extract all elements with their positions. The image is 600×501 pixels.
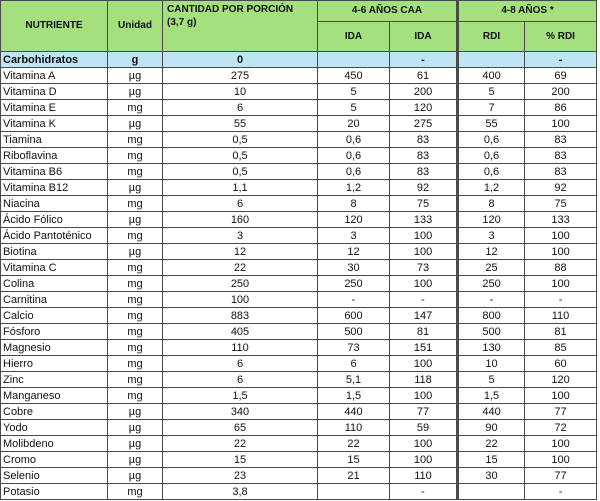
table-row [1,468,597,484]
cell-unit: mg [108,484,163,500]
cell-unit: mg [108,164,163,180]
cell-ida-1: 5 [318,84,390,100]
cell-rdi: 10 [458,356,525,372]
table-row [1,196,597,212]
cell-unit: mg [108,276,163,292]
cell-nutrient: Biotina [1,244,108,260]
cell-portion: 405 [163,324,318,340]
header-group-4-8: 4-8 AÑOS * [458,1,597,22]
cell-unit: µg [108,180,163,196]
cell-portion: 110 [163,340,318,356]
cell-nutrient: Vitamina B12 [1,180,108,196]
cell-pct-rdi: 100 [525,244,597,260]
cell-ida-1: 1,2 [318,180,390,196]
cell-nutrient: Cromo [1,452,108,468]
cell-ida-1: 0,6 [318,148,390,164]
table-row [1,420,597,436]
cell-rdi: 0,6 [458,148,525,164]
cell-ida-2: 100 [390,388,458,404]
cell-nutrient: Ácido Fólico [1,212,108,228]
cell-unit: mg [108,388,163,404]
cell-unit: mg [108,228,163,244]
cell-pct-rdi: 100 [525,228,597,244]
cell-pct-rdi: 77 [525,404,597,420]
cell-portion: 22 [163,436,318,452]
cell-rdi: 130 [458,340,525,356]
cell-ida-2: 118 [390,372,458,388]
cell-nutrient: Calcio [1,308,108,324]
cell-nutrient: Riboflavina [1,148,108,164]
table-body [1,52,597,500]
table-row [1,404,597,420]
cell-rdi: 0,6 [458,164,525,180]
cell-portion: 160 [163,212,318,228]
cell-unit: mg [108,260,163,276]
cell-portion: 6 [163,100,318,116]
cell-pct-rdi: 100 [525,452,597,468]
cell-pct-rdi: 100 [525,436,597,452]
cell-ida-2: 151 [390,340,458,356]
cell-rdi: 90 [458,420,525,436]
header-nutrient: NUTRIENTE [1,1,108,52]
cell-pct-rdi: 75 [525,196,597,212]
cell-ida-2: - [390,52,458,68]
header-sub-rdi: RDI [458,22,525,52]
cell-portion: 100 [163,292,318,308]
table-row [1,212,597,228]
cell-ida-2: 275 [390,116,458,132]
cell-ida-1: 250 [318,276,390,292]
cell-unit: mg [108,132,163,148]
cell-pct-rdi: - [525,292,597,308]
table-row [1,116,597,132]
cell-ida-2: 75 [390,196,458,212]
cell-rdi: 3 [458,228,525,244]
cell-portion: 23 [163,468,318,484]
cell-ida-1: 500 [318,324,390,340]
cell-unit: mg [108,372,163,388]
cell-ida-2: 81 [390,324,458,340]
cell-pct-rdi: 200 [525,84,597,100]
header-sub-ida-2: IDA [390,22,458,52]
cell-rdi: 15 [458,452,525,468]
header-portion: CANTIDAD POR PORCIÓN (3,7 g) [163,1,318,52]
cell-rdi: 1,2 [458,180,525,196]
cell-nutrient: Carbohidratos [1,52,108,68]
cell-portion: 22 [163,260,318,276]
cell-ida-2: 83 [390,132,458,148]
cell-ida-1: 22 [318,436,390,452]
cell-unit: mg [108,324,163,340]
cell-nutrient: Vitamina A [1,68,108,84]
cell-pct-rdi: 100 [525,116,597,132]
cell-ida-2: 83 [390,148,458,164]
table-row [1,324,597,340]
cell-unit: µg [108,244,163,260]
cell-unit: µg [108,420,163,436]
cell-ida-2: 200 [390,84,458,100]
cell-nutrient: Vitamina E [1,100,108,116]
table-row [1,308,597,324]
cell-pct-rdi: 100 [525,388,597,404]
cell-portion: 6 [163,372,318,388]
header-sub-pct-rdi: % RDI [525,22,597,52]
cell-ida-2: 120 [390,100,458,116]
cell-ida-1 [318,52,390,68]
table-header [1,1,597,52]
cell-portion: 65 [163,420,318,436]
cell-portion: 883 [163,308,318,324]
cell-unit: mg [108,100,163,116]
cell-unit: µg [108,468,163,484]
cell-ida-1: 1,5 [318,388,390,404]
cell-pct-rdi: - [525,484,597,500]
header-unit: Unidad [108,1,163,52]
cell-rdi: 12 [458,244,525,260]
table-row [1,132,597,148]
table-row [1,484,597,500]
cell-ida-2: 100 [390,244,458,260]
table-row [1,68,597,84]
cell-nutrient: Fósforo [1,324,108,340]
cell-pct-rdi: 83 [525,148,597,164]
table-row [1,356,597,372]
cell-nutrient: Ácido Pantoténico [1,228,108,244]
cell-unit: mg [108,292,163,308]
cell-ida-1: 6 [318,356,390,372]
cell-ida-2: 100 [390,276,458,292]
table-row [1,372,597,388]
cell-ida-2: 92 [390,180,458,196]
cell-ida-2: 73 [390,260,458,276]
cell-nutrient: Niacina [1,196,108,212]
cell-portion: 3 [163,228,318,244]
cell-nutrient: Vitamina D [1,84,108,100]
cell-ida-2: 61 [390,68,458,84]
cell-ida-1: 0,6 [318,164,390,180]
cell-ida-1: 5,1 [318,372,390,388]
cell-ida-1: 3 [318,228,390,244]
cell-rdi: 120 [458,212,525,228]
cell-nutrient: Molibdeno [1,436,108,452]
cell-rdi [458,52,525,68]
cell-ida-2: - [390,484,458,500]
cell-portion: 340 [163,404,318,420]
cell-ida-2: 133 [390,212,458,228]
table-row-carbohidratos [1,52,597,68]
table-row [1,340,597,356]
cell-pct-rdi: 83 [525,132,597,148]
cell-ida-1: 12 [318,244,390,260]
cell-nutrient: Yodo [1,420,108,436]
cell-portion: 6 [163,356,318,372]
cell-ida-1: 600 [318,308,390,324]
table-row [1,244,597,260]
cell-ida-1: 5 [318,100,390,116]
cell-unit: mg [108,356,163,372]
cell-portion: 55 [163,116,318,132]
cell-pct-rdi: 100 [525,276,597,292]
cell-ida-1: 20 [318,116,390,132]
cell-unit: mg [108,340,163,356]
cell-unit: µg [108,452,163,468]
header-sub-ida-1: IDA [318,22,390,52]
cell-ida-1: 120 [318,212,390,228]
cell-ida-1: 440 [318,404,390,420]
table-row [1,388,597,404]
cell-portion: 3,8 [163,484,318,500]
cell-unit: mg [108,308,163,324]
cell-nutrient: Magnesio [1,340,108,356]
cell-nutrient: Carnitina [1,292,108,308]
cell-rdi: 5 [458,84,525,100]
cell-ida-2: 83 [390,164,458,180]
cell-pct-rdi: 77 [525,468,597,484]
cell-ida-2: 59 [390,420,458,436]
table-row [1,100,597,116]
table-row [1,180,597,196]
cell-ida-1: 110 [318,420,390,436]
cell-pct-rdi: - [525,52,597,68]
cell-ida-1: 8 [318,196,390,212]
cell-portion: 0,5 [163,132,318,148]
cell-nutrient: Selenio [1,468,108,484]
cell-pct-rdi: 85 [525,340,597,356]
cell-nutrient: Vitamina K [1,116,108,132]
cell-nutrient: Cobre [1,404,108,420]
cell-ida-2: 100 [390,436,458,452]
table-row [1,84,597,100]
table-row [1,164,597,180]
cell-rdi: 55 [458,116,525,132]
cell-rdi: 5 [458,372,525,388]
cell-nutrient: Zinc [1,372,108,388]
header-group-4-6: 4-6 AÑOS CAA [318,1,458,22]
table-row [1,260,597,276]
table-row [1,292,597,308]
cell-ida-1: 15 [318,452,390,468]
cell-pct-rdi: 83 [525,164,597,180]
cell-portion: 1,1 [163,180,318,196]
cell-portion: 12 [163,244,318,260]
cell-ida-1: 21 [318,468,390,484]
cell-pct-rdi: 86 [525,100,597,116]
cell-nutrient: Potasio [1,484,108,500]
cell-ida-1: - [318,292,390,308]
table-row [1,228,597,244]
cell-ida-2: 147 [390,308,458,324]
cell-rdi: 440 [458,404,525,420]
cell-ida-2: 100 [390,356,458,372]
cell-ida-2: 110 [390,468,458,484]
cell-portion: 0,5 [163,148,318,164]
cell-ida-1: 0,6 [318,132,390,148]
cell-unit: mg [108,148,163,164]
cell-nutrient: Tiamina [1,132,108,148]
cell-pct-rdi: 69 [525,68,597,84]
cell-rdi: - [458,292,525,308]
cell-rdi: 400 [458,68,525,84]
cell-rdi: 0,6 [458,132,525,148]
cell-ida-2: - [390,292,458,308]
cell-portion: 15 [163,452,318,468]
cell-portion: 1,5 [163,388,318,404]
cell-portion: 250 [163,276,318,292]
cell-rdi: 500 [458,324,525,340]
table-row [1,276,597,292]
cell-portion: 6 [163,196,318,212]
cell-ida-1 [318,484,390,500]
cell-portion: 0 [163,52,318,68]
cell-rdi: 22 [458,436,525,452]
cell-unit: µg [108,212,163,228]
cell-ida-1: 30 [318,260,390,276]
cell-portion: 275 [163,68,318,84]
cell-ida-1: 73 [318,340,390,356]
table-row [1,436,597,452]
table-row [1,452,597,468]
cell-unit: µg [108,116,163,132]
cell-rdi: 1,5 [458,388,525,404]
cell-ida-2: 77 [390,404,458,420]
cell-rdi: 8 [458,196,525,212]
cell-nutrient: Vitamina C [1,260,108,276]
cell-portion: 10 [163,84,318,100]
cell-pct-rdi: 110 [525,308,597,324]
cell-rdi: 7 [458,100,525,116]
cell-ida-2: 100 [390,228,458,244]
cell-ida-1: 450 [318,68,390,84]
cell-rdi: 800 [458,308,525,324]
cell-nutrient: Manganeso [1,388,108,404]
cell-pct-rdi: 72 [525,420,597,436]
cell-rdi [458,484,525,500]
cell-unit: µg [108,404,163,420]
cell-rdi: 25 [458,260,525,276]
cell-nutrient: Vitamina B6 [1,164,108,180]
cell-unit: µg [108,84,163,100]
cell-pct-rdi: 88 [525,260,597,276]
cell-pct-rdi: 60 [525,356,597,372]
cell-rdi: 30 [458,468,525,484]
cell-pct-rdi: 133 [525,212,597,228]
table-row [1,148,597,164]
cell-unit: g [108,52,163,68]
cell-pct-rdi: 81 [525,324,597,340]
cell-unit: µg [108,68,163,84]
cell-pct-rdi: 120 [525,372,597,388]
cell-ida-2: 100 [390,452,458,468]
cell-pct-rdi: 92 [525,180,597,196]
cell-nutrient: Colina [1,276,108,292]
cell-unit: mg [108,196,163,212]
cell-nutrient: Hierro [1,356,108,372]
cell-unit: µg [108,436,163,452]
cell-portion: 0,5 [163,164,318,180]
cell-rdi: 250 [458,276,525,292]
